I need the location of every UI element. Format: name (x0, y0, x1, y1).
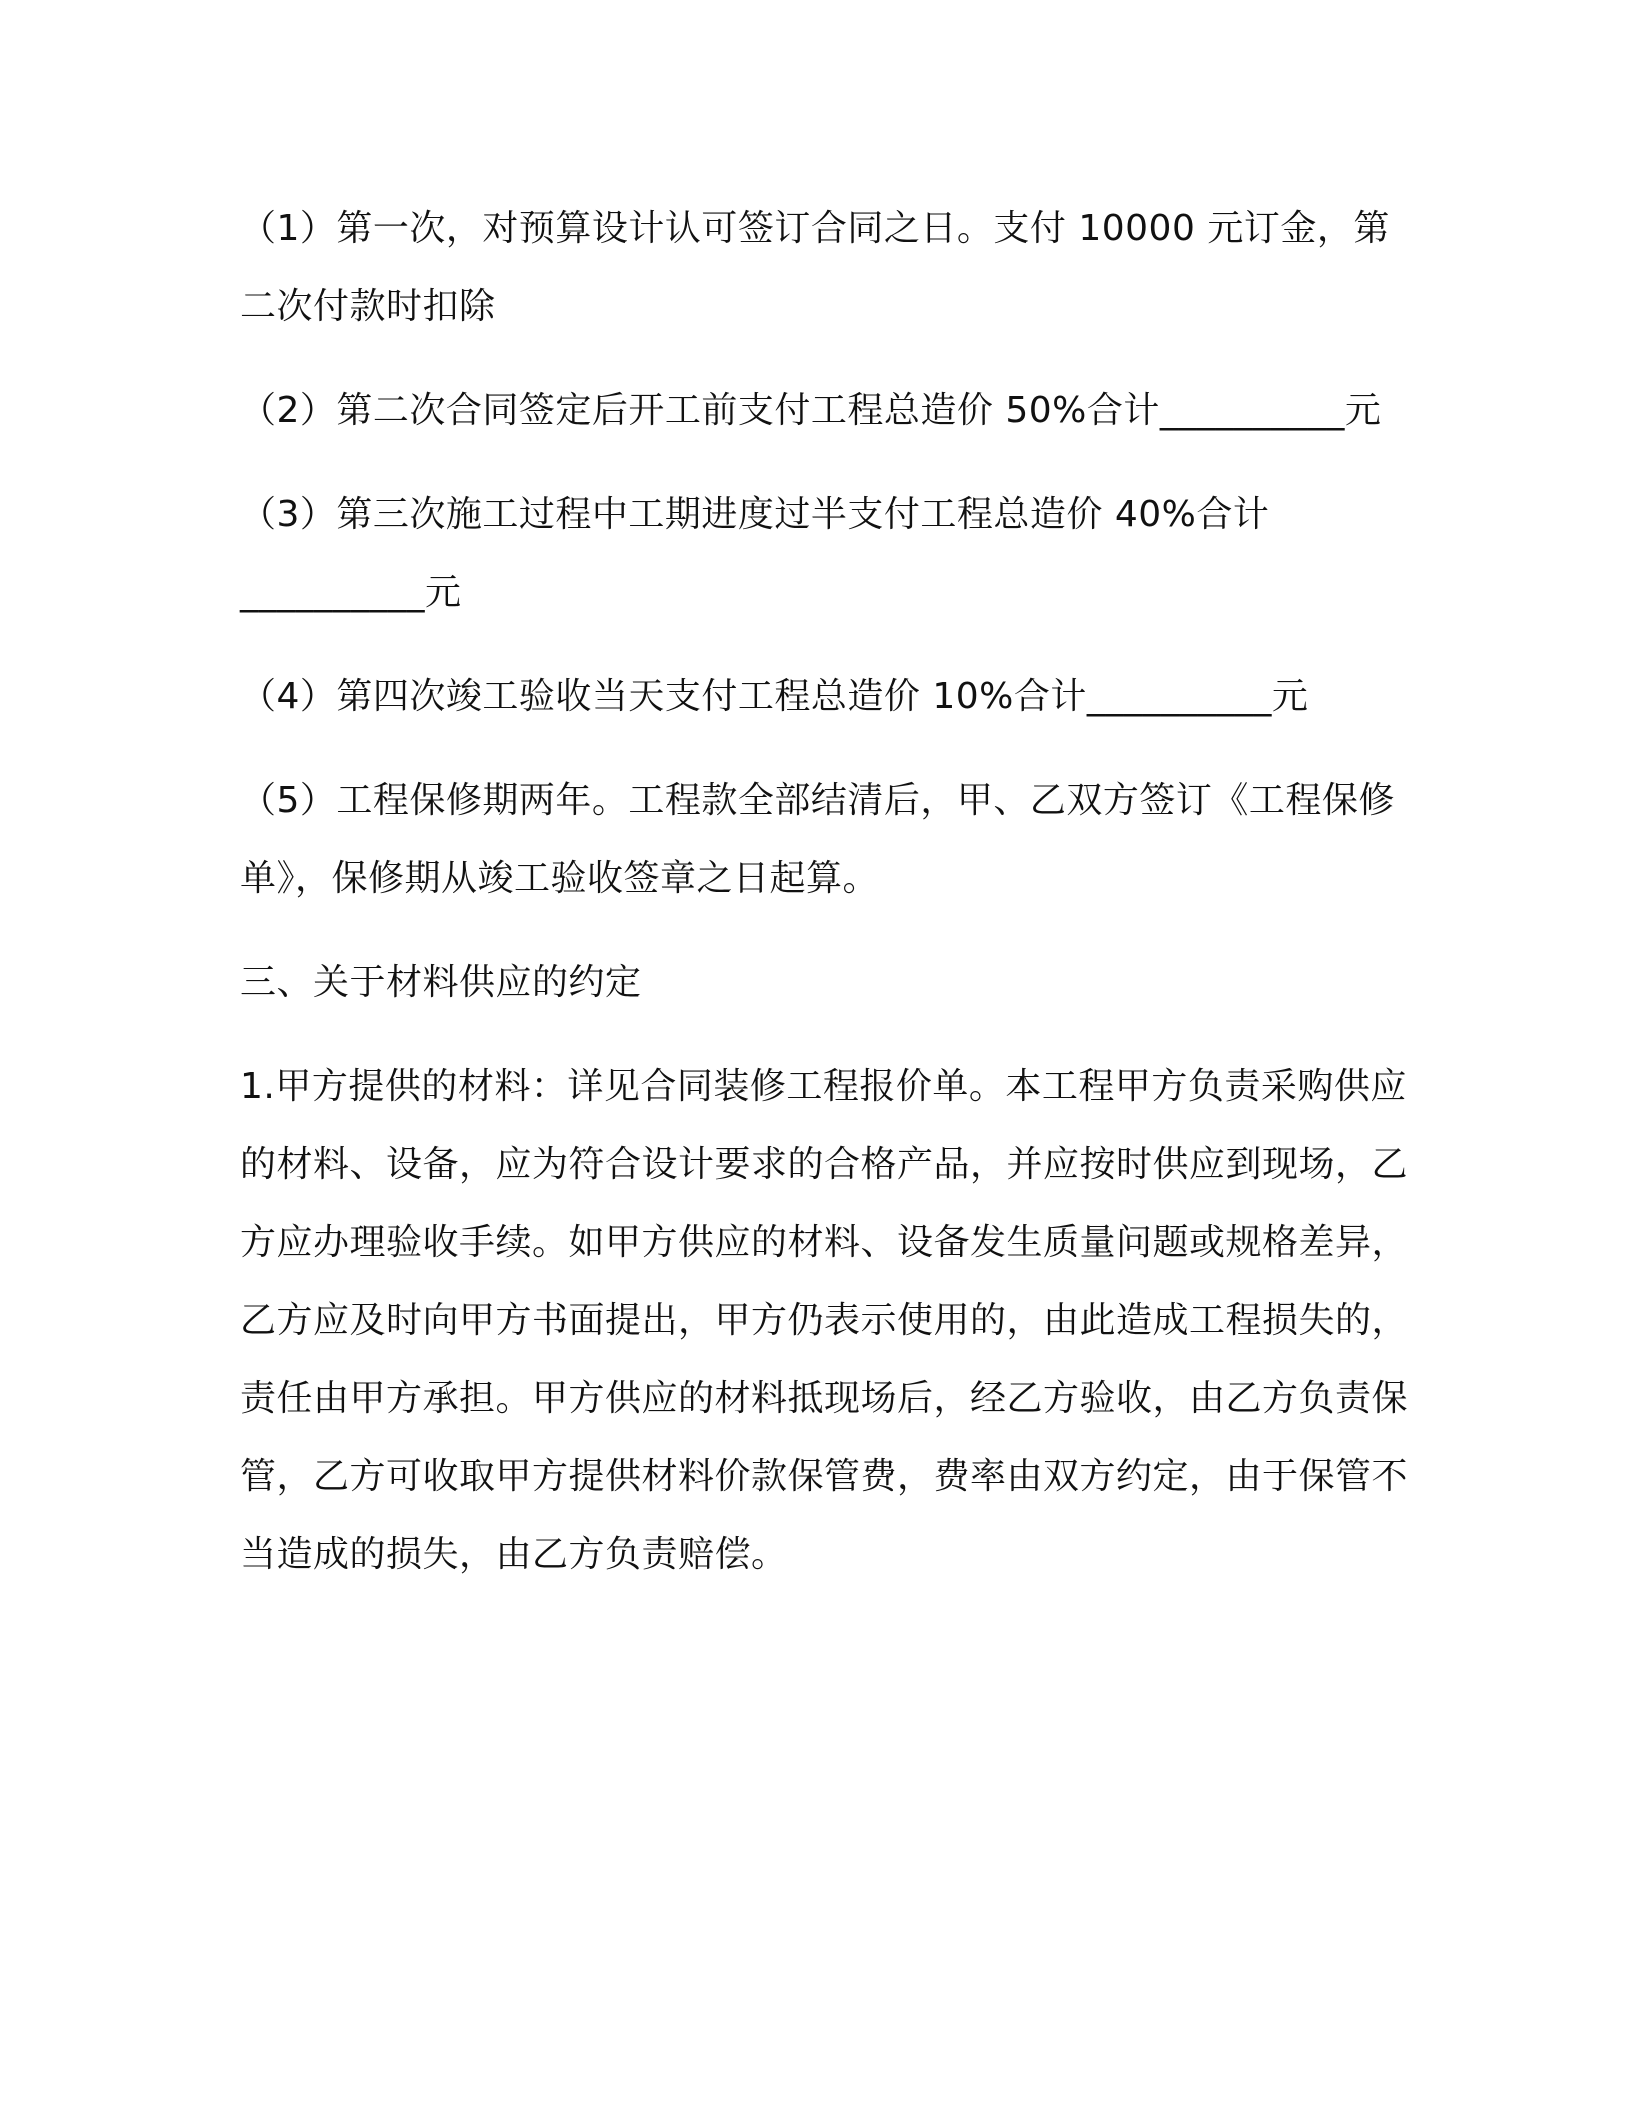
warranty-item-5: （5）工程保修期两年。工程款全部结清后，甲、乙双方签订《工程保修单》，保修期从竣工验收签章之日起算。 (240, 780, 1395, 899)
payment-item-4: （4）第四次竣工验收当天支付工程总造价 10%合计__________元 (240, 676, 1309, 717)
payment-item-2: （2）第二次合同签定后开工前支付工程总造价 50%合计__________元 (240, 390, 1382, 431)
materials-clause-1: 1.甲方提供的材料：详见合同装修工程报价单。本工程甲方负责采购供应的材料、设备，应为符合设计要求的合格产品，并应按时供应到现场，乙方应办理验收手续。如甲方供应的材料、设备发生质量问题或规格差异，乙方应及时向甲方书面提出，甲方仍表示使用的，由此造成工程损失的，责任由甲方承担。甲方供应的材料抵现场后，经乙方验收，由乙方负责保管，乙方可收取甲方提供材料价款保管费，费率由双方约定，由于保管不当造成的损失，由乙方负责赔偿。 (240, 1066, 1409, 1575)
document-page (240, 190, 1410, 1620)
section-heading-materials: 三、关于材料供应的约定 (240, 962, 642, 1003)
payment-item-3: （3）第三次施工过程中工期进度过半支付工程总造价 40%合计__________元 (240, 494, 1270, 613)
payment-item-1: （1）第一次，对预算设计认可签订合同之日。支付 10000 元订金，第二次付款时扣除 (240, 208, 1390, 327)
